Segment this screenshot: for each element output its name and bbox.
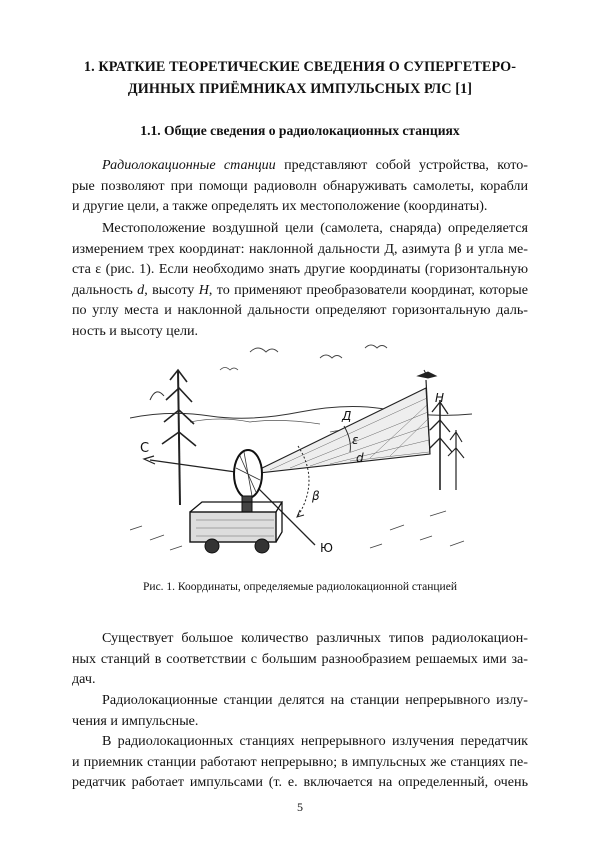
bush-mark <box>150 392 164 400</box>
paragraph-line <box>72 280 528 301</box>
antenna-mount <box>242 496 252 512</box>
paragraph-line: чения и импульсные. <box>72 712 199 729</box>
paragraph-continuous-vs-pulse <box>72 731 528 793</box>
paragraph-line: ность и высоту цели. <box>72 322 199 339</box>
label-azimuth: β <box>312 489 320 503</box>
paragraph-line: Местоположение воздушной цели (самолета, снаряда) определяется <box>102 220 528 236</box>
paragraph-radar-definition <box>72 155 528 217</box>
aircraft-icon <box>418 370 436 378</box>
paragraph-line: В радиолокационных станциях непрерывного излучения передатчик <box>102 733 528 749</box>
text-span: , то применяют преобразователи координат, которые <box>208 281 528 298</box>
radar-illustration <box>130 340 472 560</box>
paragraph-target-coordinates <box>72 218 528 342</box>
radar-beam <box>250 388 430 474</box>
figure-radar-coordinates <box>130 340 472 560</box>
paragraph-line: ста ε (рис. 1). Если необходимо знать другие координаты (горизонтальную <box>72 261 528 278</box>
paragraph-line: и другие цели, а также определять их местоположение (координаты). <box>72 198 488 215</box>
page-number: 5 <box>297 800 303 814</box>
label-horizontal-range: d <box>356 451 364 465</box>
chapter-title <box>70 56 530 100</box>
trailer-wheel <box>255 539 269 553</box>
symbol-d: d <box>137 281 145 298</box>
text-span: представляют собой устройства, кото- <box>275 157 528 173</box>
chapter-title-line-2: ДИННЫХ ПРИЁМНИКАХ ИМПУЛЬСНЫХ РЛС [1] <box>127 81 473 97</box>
hill-line <box>190 419 320 424</box>
text-span: , высоту <box>144 281 199 298</box>
paragraph-line: рые позволяют при помощи радиоволн обнаруживать самолеты, корабли <box>72 177 528 194</box>
term-radar-stations: Радиолокационные станции <box>102 157 276 173</box>
section-title: 1.1. Общие сведения о радиолокационных станциях <box>140 123 460 138</box>
tree-trunk <box>178 370 180 505</box>
label-north: С <box>140 441 150 456</box>
paragraph-line: Существует большое количество различных типов радиолокацион- <box>102 630 528 646</box>
paragraph-radar-types <box>72 628 528 690</box>
paragraph-line: Радиолокационные станции делятся на станции непрерывного излу- <box>102 692 528 708</box>
cloud-mark <box>365 345 387 348</box>
figure-caption: Рис. 1. Координаты, определяемые радиолокационной станцией <box>143 581 457 593</box>
chapter-title-line-1: 1. КРАТКИЕ ТЕОРЕТИЧЕСКИЕ СВЕДЕНИЯ О СУПЕРГЕТЕРО- <box>83 59 517 75</box>
paragraph-radar-classes <box>72 690 528 731</box>
paragraph-line: ных станций в соответствии с большим разнообразием решаемых ими за- <box>72 650 528 667</box>
cloud-mark <box>250 348 278 352</box>
label-south: Ю <box>320 541 333 555</box>
paragraph-line: по углу места и наклонной дальности определяют горизонтальную даль- <box>72 302 528 319</box>
paragraph-line: редатчик работает импульсами (т. е. включается на определенный, очень <box>72 774 528 791</box>
trailer-wheel <box>205 539 219 553</box>
paragraph-line <box>72 155 528 176</box>
paragraph-line: дач. <box>72 671 96 688</box>
label-height: Н <box>435 391 445 405</box>
cloud-mark <box>220 368 238 371</box>
paragraph-line: измерением трех координат: наклонной дальности Д, азимута β и угла ме- <box>72 240 528 257</box>
paragraph-line: и приемник станции работают непрерывно; в импульсных же станциях пе- <box>72 753 528 770</box>
label-elevation: ε <box>352 433 359 447</box>
symbol-h: H <box>198 281 209 298</box>
radar-trailer <box>190 512 276 542</box>
text-span: дальность <box>72 281 138 298</box>
label-range: Д <box>342 409 352 423</box>
cloud-mark <box>320 355 342 358</box>
